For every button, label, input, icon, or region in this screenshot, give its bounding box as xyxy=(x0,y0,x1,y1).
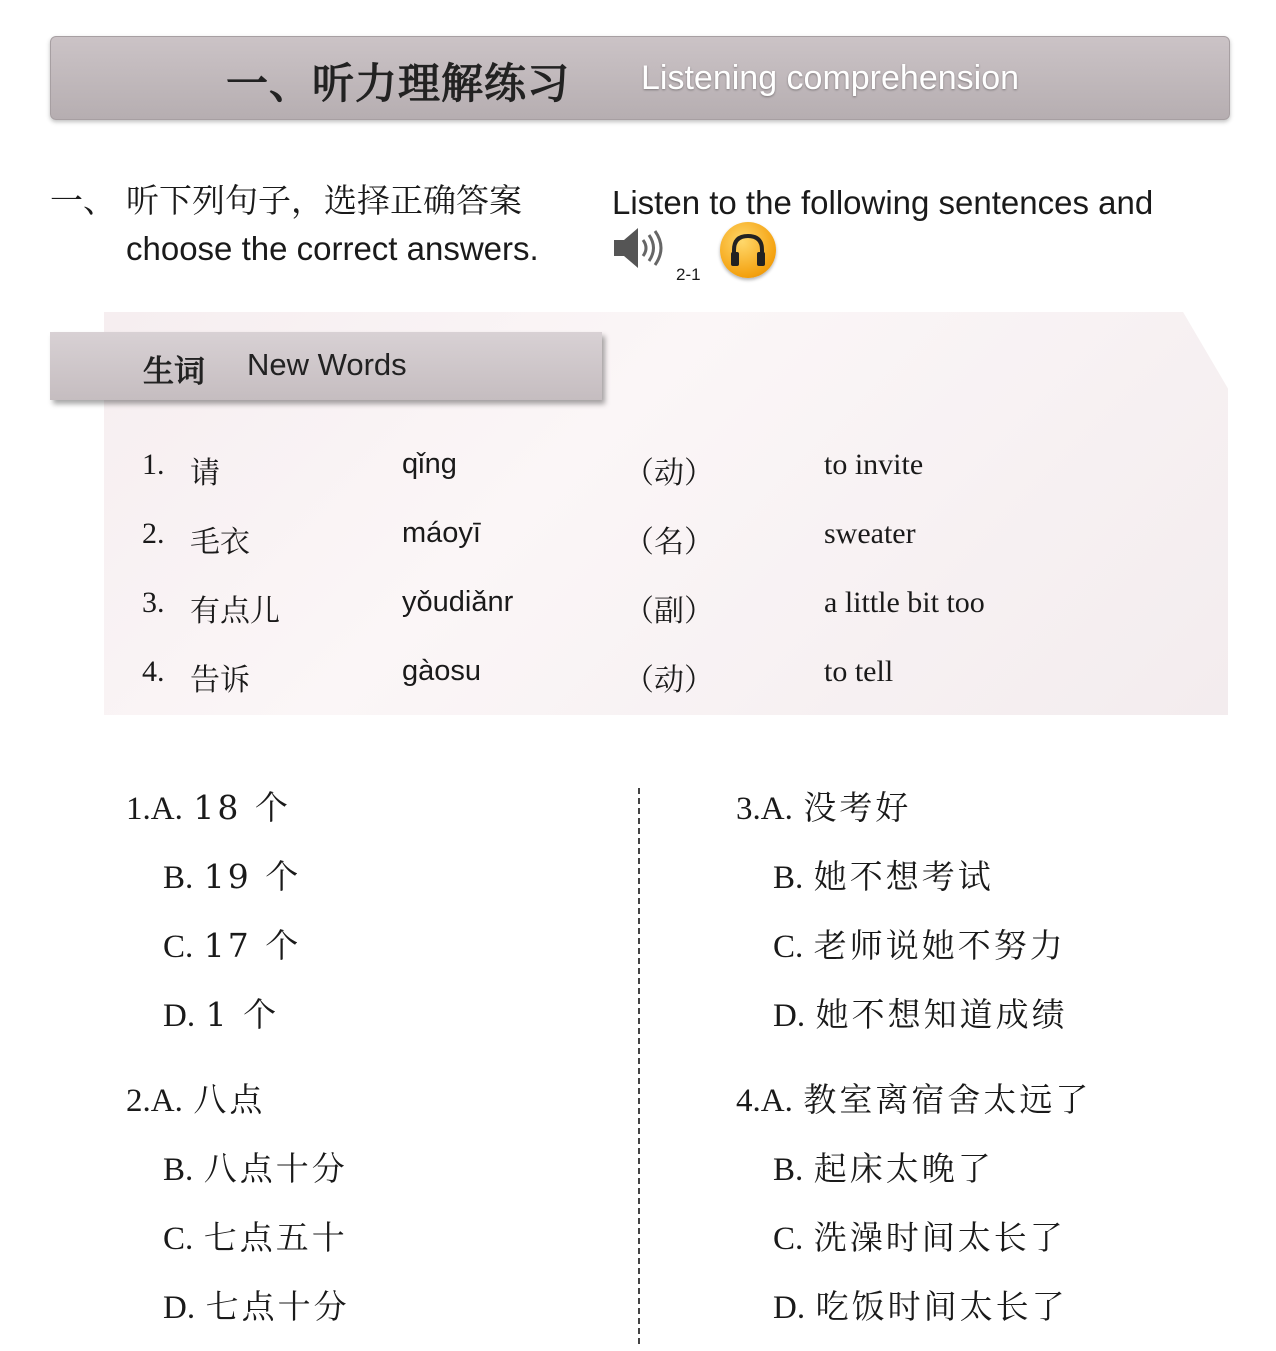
vocab-row xyxy=(0,586,1276,646)
vocab-word: 请 xyxy=(190,456,220,491)
option-label: B. xyxy=(773,860,804,896)
option-text: 八点十分 xyxy=(203,1149,348,1188)
vocab-number: 3. xyxy=(142,586,165,619)
vocab-row xyxy=(0,448,1276,508)
vocab-row xyxy=(0,655,1276,715)
option-text: 她不想知道成绩 xyxy=(815,995,1068,1034)
question-2-option-c[interactable] xyxy=(163,1218,348,1259)
headphones-icon[interactable] xyxy=(720,222,776,278)
option-label: A. xyxy=(760,1083,793,1119)
new-words-title-en: New Words xyxy=(247,347,407,382)
exercise-number: 一、 xyxy=(50,181,116,220)
vocab-pinyin: gàosu xyxy=(402,655,482,687)
option-label: B. xyxy=(163,860,194,896)
option-label: B. xyxy=(163,1152,194,1188)
option-text: 八点 xyxy=(193,1080,266,1119)
vocab-pinyin: máoyī xyxy=(402,517,481,549)
track-number: 2-1 xyxy=(676,265,701,284)
question-3-option-b[interactable] xyxy=(773,857,994,898)
vocab-pinyin: qǐng xyxy=(402,448,457,480)
vocab-meaning: to tell xyxy=(824,655,894,688)
question-2-option-d[interactable] xyxy=(163,1287,350,1328)
question-1-option-b[interactable] xyxy=(163,857,301,898)
section-banner xyxy=(50,36,1230,120)
option-label: C. xyxy=(773,1221,804,1257)
question-4-option-a[interactable] xyxy=(736,1080,1091,1121)
section-title-en: Listening comprehension xyxy=(641,59,1020,97)
option-text: 吃饭时间太长了 xyxy=(815,1287,1068,1326)
option-text: 1 个 xyxy=(205,995,280,1034)
option-label: A. xyxy=(760,791,793,827)
option-text: 老师说她不努力 xyxy=(813,926,1066,965)
option-text: 18 个 xyxy=(193,788,291,827)
option-label: B. xyxy=(773,1152,804,1188)
vocab-part-of-speech: （名） xyxy=(624,525,714,560)
vocab-meaning: sweater xyxy=(824,517,916,550)
option-label: D. xyxy=(163,1290,196,1326)
question-number: 4. xyxy=(736,1083,761,1119)
vocab-word: 有点儿 xyxy=(190,594,280,629)
vocab-number: 4. xyxy=(142,655,165,688)
option-text: 教室离宿舍太远了 xyxy=(803,1080,1092,1119)
question-2-option-a[interactable] xyxy=(126,1080,265,1121)
question-1-option-c[interactable] xyxy=(163,926,301,967)
question-1-option-a[interactable] xyxy=(126,788,291,829)
question-number: 1. xyxy=(126,791,151,827)
question-4-option-d[interactable] xyxy=(773,1287,1068,1328)
option-text: 17 个 xyxy=(203,926,302,965)
question-3-option-c[interactable] xyxy=(773,926,1066,967)
speaker-icon[interactable] xyxy=(610,223,680,273)
option-text: 七点十分 xyxy=(205,1287,350,1326)
option-label: A. xyxy=(150,791,183,827)
option-text: 起床太晚了 xyxy=(813,1149,994,1188)
option-text: 七点五十 xyxy=(203,1218,348,1257)
question-number: 2. xyxy=(126,1083,151,1119)
question-2-option-b[interactable] xyxy=(163,1149,348,1190)
column-divider xyxy=(638,788,640,1344)
vocab-number: 1. xyxy=(142,448,165,481)
vocab-part-of-speech: （动） xyxy=(624,663,714,698)
vocab-word: 告诉 xyxy=(190,663,250,698)
question-4-option-b[interactable] xyxy=(773,1149,994,1190)
question-1-option-d[interactable] xyxy=(163,995,279,1036)
vocab-part-of-speech: （动） xyxy=(624,456,714,491)
question-3-option-a[interactable] xyxy=(736,788,911,829)
new-words-title-cn: 生词 xyxy=(143,354,205,390)
new-words-header xyxy=(50,332,602,400)
instruction-cn: 听下列句子，选择正确答案 xyxy=(126,181,522,220)
option-label: D. xyxy=(773,998,806,1034)
vocab-meaning: a little bit too xyxy=(824,586,985,619)
question-number: 3. xyxy=(736,791,761,827)
option-label: D. xyxy=(773,1290,806,1326)
option-text: 19 个 xyxy=(203,857,302,896)
instruction-en-line2: choose the correct answers. xyxy=(126,230,539,267)
option-label: D. xyxy=(163,998,196,1034)
vocab-meaning: to invite xyxy=(824,448,924,481)
option-label: C. xyxy=(163,929,194,965)
vocab-row xyxy=(0,517,1276,577)
option-text: 她不想考试 xyxy=(813,857,994,896)
option-label: C. xyxy=(773,929,804,965)
vocab-word: 毛衣 xyxy=(190,525,250,560)
vocab-number: 2. xyxy=(142,517,165,550)
vocab-part-of-speech: （副） xyxy=(624,594,714,629)
option-text: 洗澡时间太长了 xyxy=(813,1218,1066,1257)
option-label: C. xyxy=(163,1221,194,1257)
vocab-pinyin: yǒudiǎnr xyxy=(402,586,514,618)
section-title-cn: 一、听力理解练习 xyxy=(226,59,571,108)
option-label: A. xyxy=(150,1083,183,1119)
question-3-option-d[interactable] xyxy=(773,995,1068,1036)
instruction-en-line1: Listen to the following sentences and xyxy=(612,184,1154,221)
question-4-option-c[interactable] xyxy=(773,1218,1066,1259)
option-text: 没考好 xyxy=(803,788,912,827)
